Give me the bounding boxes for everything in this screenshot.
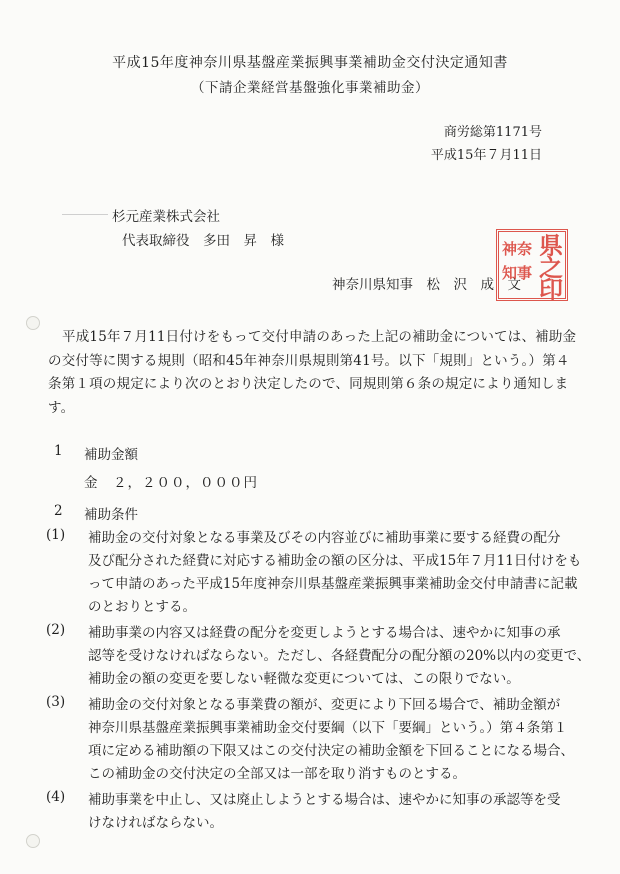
seal-char: 県: [539, 231, 563, 260]
condition-line: けなければならない。: [88, 815, 223, 831]
official-seal-stamp: [496, 229, 568, 304]
addressee-representative: 代表取締役 多田 昇 様: [122, 233, 284, 249]
seal-char: 神奈: [502, 240, 533, 258]
condition-item: [46, 789, 586, 835]
body-line: 条第１項の規定により次のとおり決定したので、同規則第６条の規定により通知しま: [48, 376, 569, 392]
subsidy-amount: 金 ２，２００，０００円: [84, 475, 258, 491]
condition-line: 項に定める補助額の下限又はこの交付決定の補助金額を下回ることになる場合、: [88, 743, 574, 759]
condition-line: 補助事業を中止し、又は廃止しようとする場合は、速やかに知事の承認等を受: [88, 792, 561, 808]
condition-line: 認等を受けなければならない。ただし、各経費配分の配分額の20%以内の変更で、: [88, 648, 591, 664]
condition-number: (3): [46, 694, 66, 710]
condition-line: 補助金の交付対象となる事業及びその内容並びに補助事業に要する経費の配分: [88, 530, 561, 546]
document-title: 平成15年度神奈川県基盤産業振興事業補助金交付決定通知書: [112, 55, 508, 71]
section-number: 1: [54, 443, 63, 459]
condition-item: [46, 527, 586, 619]
document-subtitle: （下請企業経営基盤強化事業補助金）: [191, 80, 429, 96]
condition-number: (1): [46, 527, 66, 543]
condition-line: って申請のあった平成15年度神奈川県基盤産業振興事業補助金交付申請書に記載: [88, 576, 578, 592]
condition-line: 補助金の額の変更を要しない軽微な変更については、この限りでない。: [88, 671, 520, 687]
punch-hole-mark: [26, 834, 40, 848]
section-heading: 補助条件: [84, 507, 138, 523]
condition-item: [46, 694, 586, 786]
divider-line: [62, 214, 108, 215]
condition-line: 補助事業の内容又は経費の配分を変更しようとする場合は、速やかに知事の承: [88, 625, 561, 641]
condition-line: 補助金の交付対象となる事業費の額が、変更により下回る場合で、補助金額が: [88, 697, 561, 713]
seal-char: 之: [539, 253, 563, 282]
condition-line: 及び配分された経費に対応する補助金の額の区分は、平成15年７月11日付けをも: [88, 553, 582, 569]
document-date: 平成15年７月11日: [430, 148, 542, 163]
addressee-company: 杉元産業株式会社: [112, 209, 220, 225]
condition-line: この補助金の交付決定の全部又は一部を取り消すものとする。: [88, 766, 466, 782]
document-number: 商労総第1171号: [443, 125, 542, 140]
body-line: 平成15年７月11日付けをもって交付申請のあった上記の補助金については、補助金: [62, 329, 577, 345]
body-line: す。: [48, 399, 75, 416]
body-line: の交付等に関する規則（昭和45年神奈川県規則第41号。以下「規則」という。）第４: [48, 352, 570, 369]
sender-name: 神奈川県知事 松 沢 成 文: [332, 277, 521, 293]
seal-char: 印: [539, 275, 563, 304]
punch-hole-mark: [26, 316, 40, 330]
conditions-list: [46, 527, 591, 838]
condition-item: [46, 622, 591, 691]
section-number: 2: [54, 503, 63, 519]
condition-line: 神奈川県基盤産業振興事業補助金交付要綱（以下「要綱」という。）第４条第１: [88, 720, 568, 736]
body-paragraph: [48, 326, 578, 420]
section-heading: 補助金額: [84, 447, 138, 463]
condition-number: (2): [46, 622, 66, 638]
condition-line: のとおりとする。: [88, 599, 196, 615]
seal-char: 知事: [502, 264, 533, 282]
condition-number: (4): [46, 789, 66, 805]
